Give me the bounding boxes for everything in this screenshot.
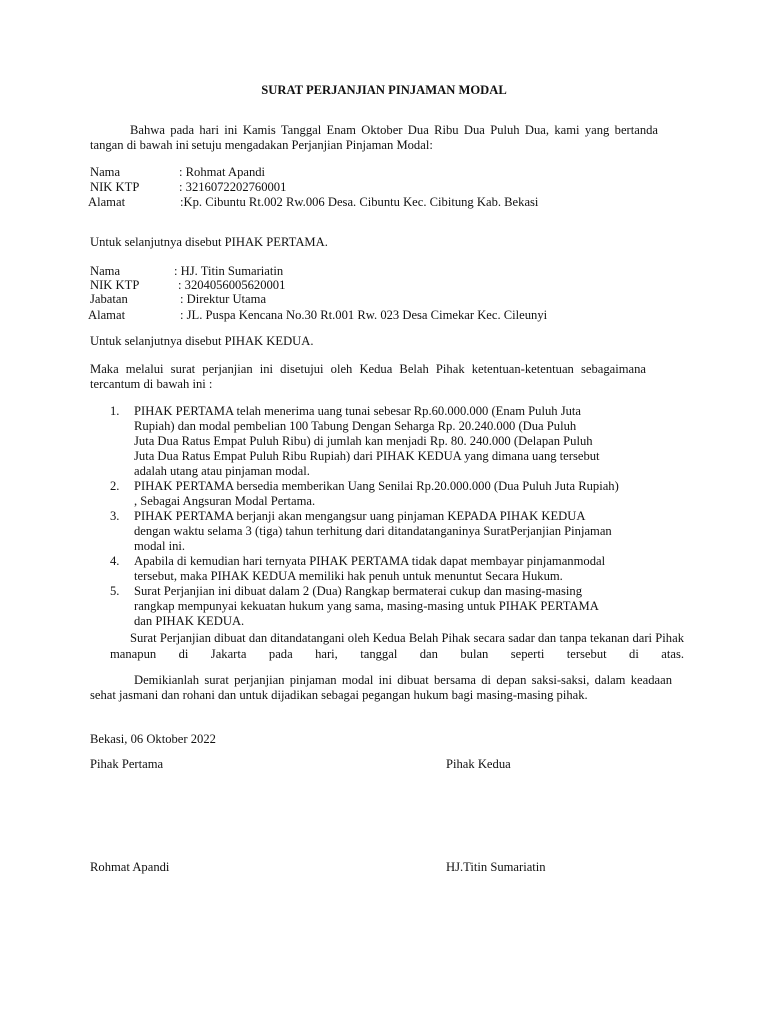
term-number: 2.	[110, 479, 120, 493]
party-2-position-value: : Direktur Utama	[180, 292, 267, 306]
term-item	[110, 404, 670, 479]
term-number: 4.	[110, 554, 120, 568]
party-2-address-value: : JL. Puspa Kencana No.30 Rt.001 Rw. 023 Desa Cimekar Kec. Cileunyi	[180, 308, 548, 322]
term-line: modal ini.	[134, 539, 186, 553]
term-item	[110, 479, 670, 509]
closing-2-text: Demikianlah surat perjanjian pinjaman modal ini dibuat bersama di depan saksi-saksi, dalam keadaan sehat jasmani dan rohani dan untuk dijadikan sebagai pegangan hukum bagi masing-masing pihak.	[90, 673, 672, 702]
term-line: , Sebagai Angsuran Modal Pertama.	[134, 494, 316, 508]
party-2-address-label: Alamat	[88, 308, 126, 322]
term-line: PIHAK PERTAMA telah menerima uang tunai sebesar Rp.60.000.000 (Enam Puluh Juta	[134, 404, 581, 418]
party-2-name-value: : HJ. Titin Sumariatin	[174, 264, 284, 278]
opening-paragraph	[90, 123, 658, 153]
term-line: Juta Dua Ratus Empat Puluh Ribu) di jumlah kan menjadi Rp. 80. 240.000 (Delapan Puluh	[134, 434, 593, 448]
signature-right-role: Pihak Kedua	[446, 757, 511, 771]
party-1-nik-value: : 3216072202760001	[179, 180, 287, 194]
term-line: Juta Dua Ratus Empat Puluh Ribu Rupiah) dari PIHAK KEDUA yang dimana uang tersebut	[134, 449, 600, 463]
terms-intro-text: Maka melalui surat perjanjian ini disetujui oleh Kedua Belah Pihak ketentuan-ketentuan sebagaimana tercantum di bawah ini :	[90, 362, 646, 391]
opening-text: Bahwa pada hari ini Kamis Tanggal Enam Oktober Dua Ribu Dua Puluh Dua, kami yang bertanda tangan di bawah ini setuju mengadakan Perjanjian Pinjaman Modal:	[90, 123, 658, 152]
signature-right-name: HJ.Titin Sumariatin	[446, 860, 546, 874]
party-2-position-label: Jabatan	[90, 292, 128, 306]
term-line: Rupiah) dan modal pembelian 100 Tabung Dengan Seharga Rp. 20.240.000 (Dua Puluh	[134, 419, 577, 433]
term-line: dan PIHAK KEDUA.	[134, 614, 245, 628]
term-line: dengan waktu selama 3 (tiga) tahun terhitung dari ditandatanganinya SuratPerjanjian Pinjaman	[134, 524, 612, 538]
term-item	[110, 509, 670, 554]
term-line: Surat Perjanjian ini dibuat dalam 2 (Dua) Rangkap bermaterai cukup dan masing-masing	[134, 584, 583, 598]
party-2-nik-label: NIK KTP	[90, 278, 140, 292]
party-1-address-value: :Kp. Cibuntu Rt.002 Rw.006 Desa. Cibuntu Kec. Cibitung Kab. Bekasi	[180, 195, 539, 209]
party-1-address-label: Alamat	[88, 195, 126, 209]
party-1-name-label: Nama	[90, 165, 121, 179]
party-1-name-value: : Rohmat Apandi	[179, 165, 266, 179]
signature-left-name: Rohmat Apandi	[90, 860, 170, 874]
party-2-name-label: Nama	[90, 264, 121, 278]
party-2-nik-value: : 3204056005620001	[178, 278, 286, 292]
closing-paragraph-1	[110, 630, 684, 662]
term-line: PIHAK PERTAMA bersedia memberikan Uang Senilai Rp.20.000.000 (Dua Puluh Juta Rupiah)	[134, 479, 619, 493]
place-date: Bekasi, 06 Oktober 2022	[90, 732, 216, 746]
party-1-designation: Untuk selanjutnya disebut PIHAK PERTAMA.	[90, 235, 328, 249]
party-1-nik-label: NIK KTP	[90, 180, 140, 194]
closing-paragraph-2	[90, 673, 672, 703]
document-title: SURAT PERJANJIAN PINJAMAN MODAL	[261, 83, 507, 97]
terms-list	[110, 404, 670, 629]
party-2-designation: Untuk selanjutnya disebut PIHAK KEDUA.	[90, 334, 314, 348]
terms-intro	[90, 362, 646, 392]
signature-left-role: Pihak Pertama	[90, 757, 164, 771]
term-line: tersebut, maka PIHAK KEDUA memiliki hak penuh untuk menuntut Secara Hukum.	[134, 569, 563, 583]
term-item	[110, 584, 670, 629]
term-item	[110, 554, 670, 584]
term-number: 5.	[110, 584, 120, 598]
term-line: PIHAK PERTAMA berjanji akan mengangsur uang pinjaman KEPADA PIHAK KEDUA	[134, 509, 586, 523]
term-line: adalah utang atau pinjaman modal.	[134, 464, 310, 478]
term-number: 3.	[110, 509, 120, 523]
term-line: rangkap mempunyai kekuatan hukum yang sama, masing-masing untuk PIHAK PERTAMA	[134, 599, 599, 613]
term-line: Apabila di kemudian hari ternyata PIHAK PERTAMA tidak dapat membayar pinjamanmodal	[134, 554, 606, 568]
term-number: 1.	[110, 404, 120, 418]
closing-1-text: Surat Perjanjian dibuat dan ditandatangani oleh Kedua Belah Pihak secara sadar dan tanpa tekanan dari Pihak manapun di Jakarta pada hari, tanggal dan bulan seperti tersebut di atas.	[110, 631, 684, 661]
